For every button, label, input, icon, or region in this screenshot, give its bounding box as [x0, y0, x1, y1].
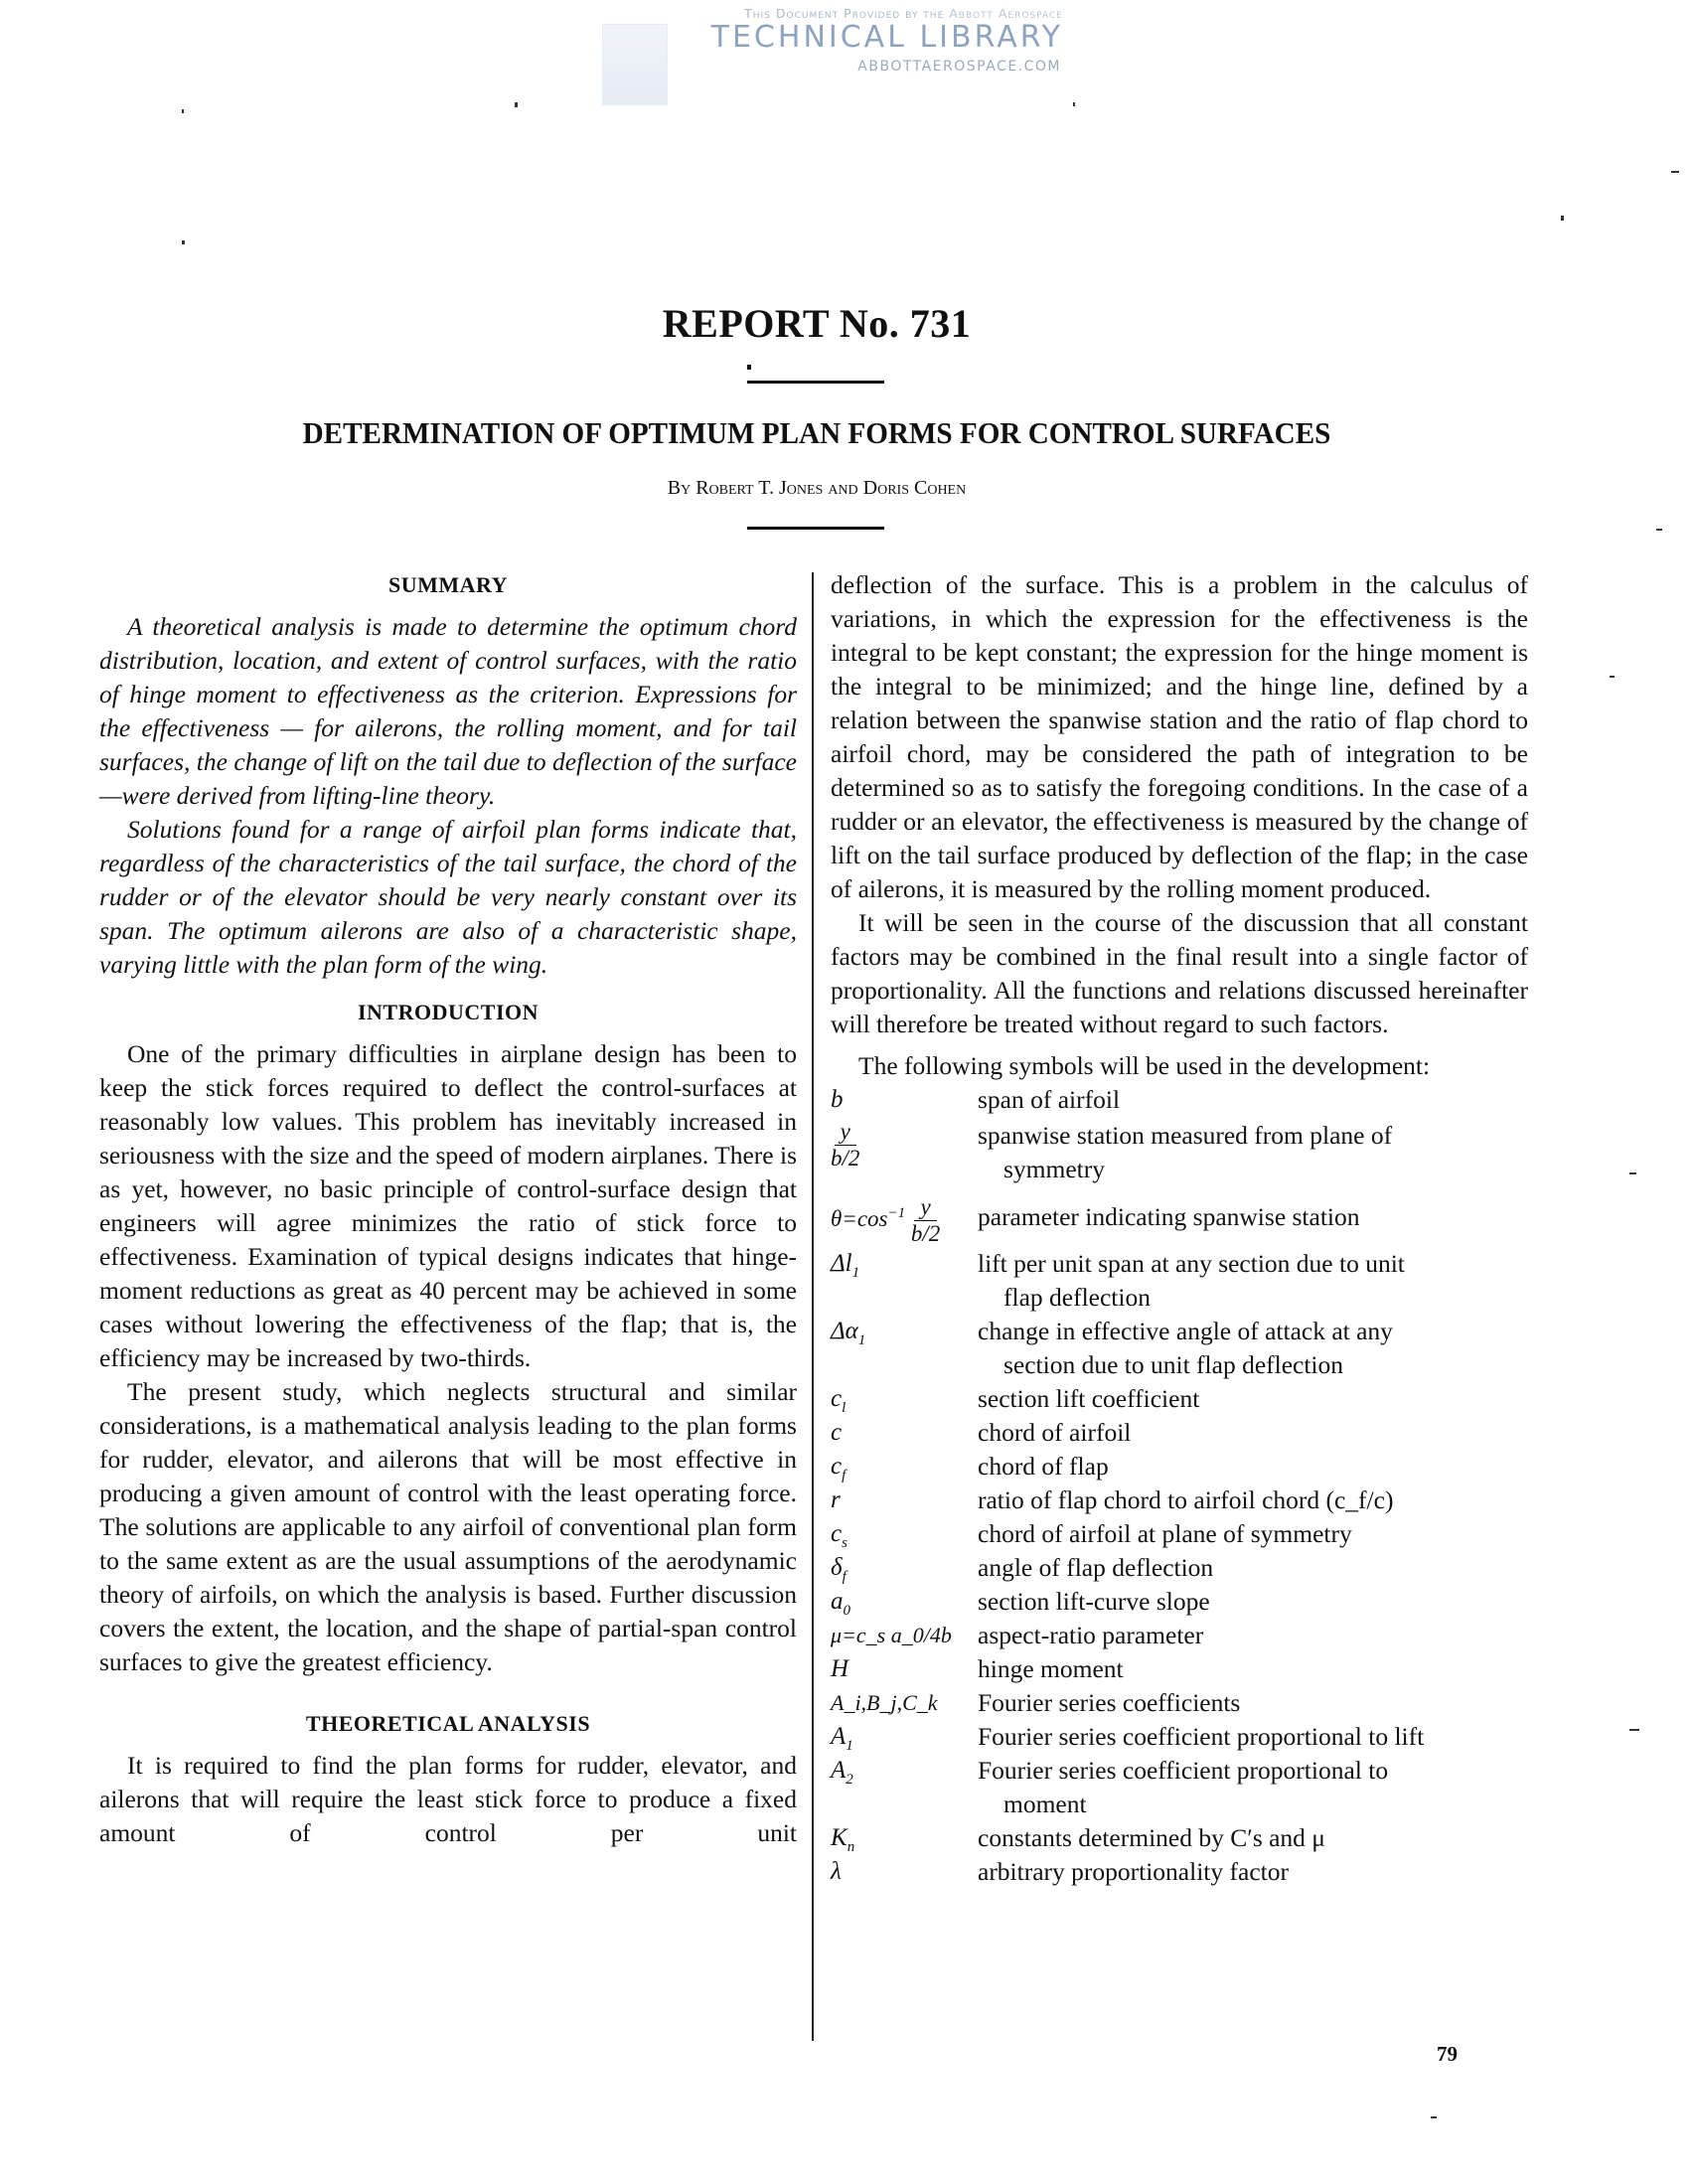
symbol-row	[831, 1382, 1528, 1416]
introduction-heading: INTRODUCTION	[357, 1000, 539, 1024]
symbol-description: Fourier series coefficient proportional to moment	[978, 1756, 1389, 1818]
symbol: $c_s$	[831, 1520, 848, 1551]
symbol: A_i,B_j,C_k	[831, 1690, 938, 1715]
scan-artifact	[1629, 1172, 1636, 1174]
scan-artifact	[1671, 171, 1679, 173]
symbol-description: spanwise station measured from plane of symmetry	[978, 1121, 1393, 1183]
symbol-row	[831, 1315, 1528, 1382]
scan-artifact	[1610, 676, 1615, 678]
symbol-row	[831, 1855, 1528, 1889]
symbol-description: change in effective angle of attack at any section due to unit flap deflection	[978, 1317, 1393, 1379]
symbol-row	[831, 1720, 1528, 1754]
scan-artifact	[1561, 216, 1564, 221]
constant-factors-paragraph: It will be seen in the course of the discussion that all constant factors may be combined in the final result into a single factor of proportionality. All the functions and relations discussed hereinafter will therefore be treated without regard to such factors.	[831, 908, 1528, 1038]
symbol-description: chord of flap	[978, 1452, 1109, 1481]
symbol-description: chord of airfoil at plane of symmetry	[978, 1519, 1352, 1548]
report-number: REPORT No. 731	[662, 301, 972, 346]
scan-artifact	[182, 240, 185, 244]
watermark	[596, 4, 1073, 103]
symbol-row	[831, 1585, 1528, 1619]
watermark-library-title: TECHNICAL LIBRARY	[710, 20, 1063, 55]
symbol: $\theta=\cos^{-1}$ $\frac{y}{b/2}$	[831, 1194, 941, 1246]
symbol: b	[831, 1086, 844, 1113]
symbol	[831, 1119, 978, 1171]
symbol: $A_2$	[831, 1757, 853, 1788]
theoretical-analysis-paragraph: It is required to find the plan forms for rudder, elevator, and ailerons that will require the least stick force to produce a fixed amount of control per unit	[99, 1751, 797, 1847]
symbol-row	[831, 1247, 1528, 1315]
symbol: $A_1$	[831, 1723, 853, 1754]
symbol-description: section lift-curve slope	[978, 1587, 1210, 1616]
symbol-description: Fourier series coefficient proportional to lift	[978, 1722, 1425, 1751]
watermark-brand: Abbott Aerospace	[949, 6, 1063, 21]
scan-artifact	[1629, 1729, 1639, 1731]
watermark-url: ABBOTTAEROSPACE.COM	[857, 59, 1061, 75]
symbol-description: arbitrary proportionality factor	[978, 1857, 1289, 1886]
symbols-list	[831, 1083, 1528, 1889]
symbol-row	[831, 1194, 1528, 1247]
symbol-description: chord of airfoil	[978, 1418, 1132, 1447]
symbol: H	[831, 1655, 849, 1682]
symbol-description: constants determined by C′s and μ	[978, 1823, 1325, 1852]
symbol-description: parameter indicating spanwise station	[978, 1202, 1360, 1231]
summary-paragraph: A theoretical analysis is made to determine the optimum chord distribution, location, and extent of control surfaces, with the ratio of hinge moment to effectiveness as the criterion. Expressions for the effectiveness — for ailerons, the rolling moment, and for tail surfaces, the change of lift on the tail due to deflection of the surface—were derived from lifting-line theory.	[99, 612, 797, 810]
symbol-row	[831, 1517, 1528, 1551]
theoretical-analysis-heading: THEORETICAL ANALYSIS	[305, 1711, 591, 1736]
left-column	[99, 568, 797, 1884]
symbol: λ	[831, 1858, 842, 1885]
symbol: $c_f$	[831, 1453, 847, 1483]
symbol-row	[831, 1416, 1528, 1450]
introduction-paragraph: The present study, which neglects structural and similar considerations, is a mathematical analysis leading to the plan forms for rudder, elevator, and ailerons that will be most effective in producing a given amount of control with the least operating force. The solutions are applicable to any airfoil of conventional plan form to the same extent as are the usual assumptions of the aerodynamic theory of airfoils, on which the analysis is based. Further discussion covers the extent, the location, and the shape of partial-span control surfaces to give the greatest efficiency.	[99, 1377, 797, 1676]
symbol-description: angle of flap deflection	[978, 1553, 1214, 1582]
fraction: $\frac{y}{b/2}$	[910, 1194, 941, 1246]
symbol: $c_l$	[831, 1385, 847, 1416]
symbol: $\Delta l_1$	[831, 1250, 860, 1281]
authors-rule	[747, 527, 884, 530]
symbol: μ=c_s a_0/4b	[831, 1623, 952, 1647]
continued-paragraph: deflection of the surface. This is a problem in the calculus of variations, in which the expression for the effectiveness is the integral to be kept constant; the expression for the hinge moment is the integral to be minimized; and the hinge line, defined by a relation between the spanwise station and the ratio of flap chord to airfoil chord, may be considered the path of integration to be determined so as to satisfy the foregoing conditions. In the case of a rudder or an elevator, the effectiveness is measured by the change of lift on the tail surface produced by deflection of the flap; in the case of ailerons, it is measured by the rolling moment produced.	[831, 570, 1528, 903]
symbol-row	[831, 1652, 1528, 1686]
summary-heading: SUMMARY	[387, 572, 509, 597]
scan-artifact	[1656, 529, 1662, 531]
symbol-description: hinge moment	[978, 1654, 1124, 1683]
symbol: $a_0$	[831, 1588, 850, 1619]
watermark-prefix: This Document Provided by the	[744, 6, 945, 21]
symbol: $\Delta\alpha_1$	[831, 1318, 866, 1348]
symbol-row	[831, 1083, 1528, 1117]
column-divider	[812, 572, 814, 2041]
authors-line: By Robert T. Jones and Doris Cohen	[667, 477, 967, 499]
decorative-dot	[747, 365, 751, 370]
watermark-provider-line	[744, 6, 1063, 21]
symbol-description: section lift coefficient	[978, 1384, 1200, 1413]
symbol: $K_n$	[831, 1824, 855, 1855]
page-number: 79	[1437, 2042, 1458, 2066]
symbol-row	[831, 1551, 1528, 1585]
scan-artifact	[1431, 2116, 1437, 2118]
symbol-row	[831, 1686, 1528, 1720]
scan-artifact	[1073, 102, 1075, 106]
symbol-row	[831, 1119, 1528, 1186]
symbol-row	[831, 1450, 1528, 1483]
symbol-description: aspect-ratio parameter	[978, 1621, 1204, 1649]
symbol: c	[831, 1419, 843, 1446]
scan-artifact	[182, 109, 184, 113]
symbol-row	[831, 1754, 1528, 1821]
header-rule	[747, 381, 884, 384]
introduction-paragraph: One of the primary difficulties in airplane design has been to keep the stick forces required to deflect the control-surfaces at reasonably low values. This problem has inevitably increased in seriousness with the size and the speed of modern airplanes. There is as yet, however, no basic principle of control-surface design that engineers will agree minimizes the ratio of stick force to effectiveness. Examination of typical designs indicates that hinge-moment reductions as great as 40 percent may be achieved in some cases without lowering the effectiveness of the flap; that is, the efficiency may be increased by two-thirds.	[99, 1039, 797, 1372]
symbols-intro-paragraph: The following symbols will be used in the development:	[858, 1051, 1431, 1080]
symbol-description: ratio of flap chord to airfoil chord (c_f/c)	[978, 1485, 1394, 1514]
symbol-description: lift per unit span at any section due to unit flap deflection	[978, 1249, 1405, 1312]
symbol-description: Fourier series coefficients	[978, 1688, 1241, 1717]
symbol-row	[831, 1483, 1528, 1517]
right-column	[831, 568, 1528, 1889]
symbol-row	[831, 1619, 1528, 1652]
symbol: r	[831, 1486, 841, 1513]
document-icon	[602, 24, 668, 105]
symbol-description: span of airfoil	[978, 1085, 1121, 1114]
symbol-row	[831, 1821, 1528, 1855]
document-title: DETERMINATION OF OPTIMUM PLAN FORMS FOR CONTROL SURFACES	[302, 415, 1331, 450]
fraction: $\frac{y}{b/2}$	[831, 1119, 860, 1170]
summary-paragraph: Solutions found for a range of airfoil plan forms indicate that, regardless of the characteristics of the tail surface, the chord of the rudder or of the elevator should be very nearly constant over its span. The optimum ailerons are also of a characteristic shape, varying little with the plan form of the wing.	[99, 815, 797, 979]
symbol: $\delta_f$	[831, 1554, 847, 1585]
scan-artifact	[515, 102, 518, 107]
